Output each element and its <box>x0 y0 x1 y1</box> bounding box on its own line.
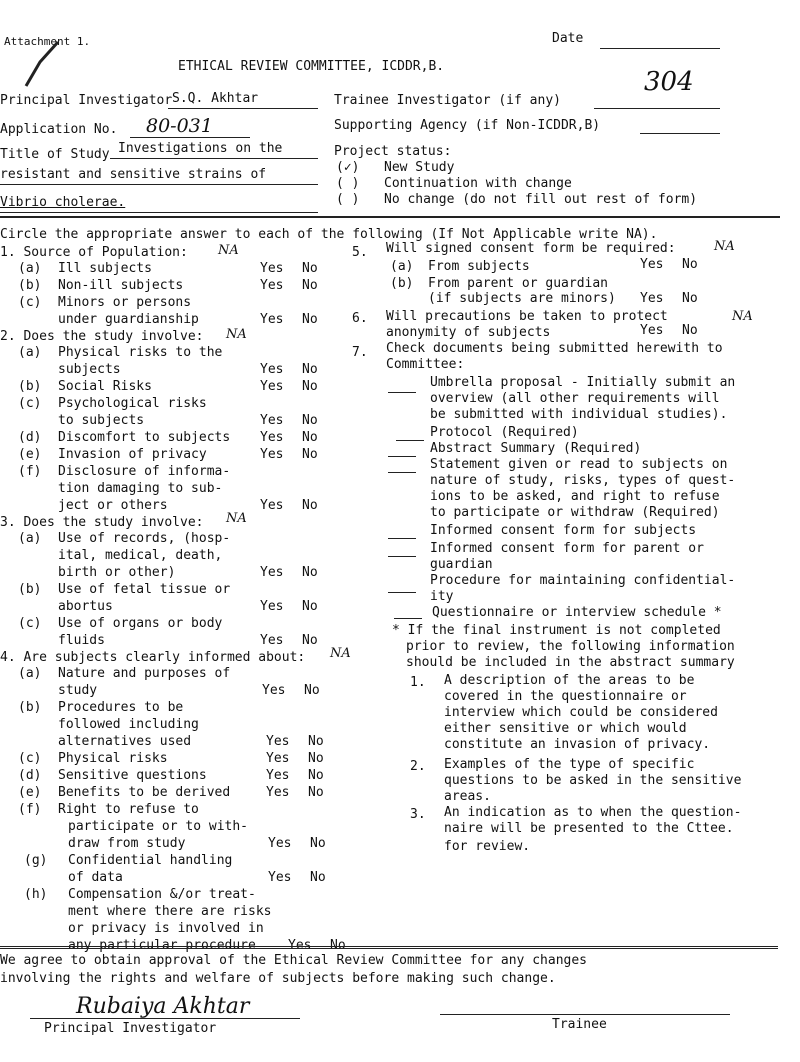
form-title: ETHICAL REVIEW COMMITTEE, ICDDR,B. <box>178 59 445 74</box>
attachment-label: Attachment 1. <box>4 35 91 48</box>
q2c-yes[interactable]: Yes <box>260 413 284 428</box>
status-new-study: New Study <box>384 160 455 175</box>
application-line <box>130 137 250 138</box>
status-no-change-mark[interactable]: ( ) <box>336 192 360 207</box>
q2f-yes[interactable]: Yes <box>260 498 284 513</box>
q1c-text-2: under guardianship <box>58 312 199 327</box>
note-item-1-text-5: constitute an invasion of privacy. <box>444 737 711 752</box>
q4c-no[interactable]: No <box>308 751 324 766</box>
note-text-3: should be included in the abstract summary <box>406 655 735 670</box>
trainee-label: Trainee Investigator (if any) <box>334 93 561 108</box>
q5-number: 5. <box>352 245 368 260</box>
q2b-letter: (b) <box>18 379 42 394</box>
date-line <box>600 48 720 49</box>
doc-statement-text-4: to participate or withdraw (Required) <box>430 505 720 520</box>
note-item-3-text-2: naire will be presented to the Cttee. <box>444 821 734 836</box>
q3c-no[interactable]: No <box>302 633 318 648</box>
q4b-yes[interactable]: Yes <box>266 734 290 749</box>
q4f-letter: (f) <box>18 802 42 817</box>
q5a-text: From subjects <box>428 259 530 274</box>
study-title-line-1: Investigations on the <box>118 141 283 156</box>
q4h-letter: (h) <box>24 887 48 902</box>
doc-abstract-text: Abstract Summary (Required) <box>430 441 642 456</box>
q2e-text: Invasion of privacy <box>58 447 207 462</box>
pi-value: S.Q. Akhtar <box>172 91 259 106</box>
q4a-text-2: study <box>58 683 98 698</box>
q4f-yes[interactable]: Yes <box>268 836 292 851</box>
note-item-3-text-3: for review. <box>444 839 531 854</box>
q2b-yes[interactable]: Yes <box>260 379 284 394</box>
q1b-text: Non-ill subjects <box>58 278 184 293</box>
trainee-line <box>594 108 720 109</box>
q5a-no[interactable]: No <box>682 257 698 272</box>
note-item-2-text-3: areas. <box>444 789 491 804</box>
note-item-1-text-2: covered in the questionnaire or <box>444 689 687 704</box>
q2f-text-3: ject or others <box>58 498 168 513</box>
q2f-no[interactable]: No <box>302 498 318 513</box>
q2d-letter: (d) <box>18 430 42 445</box>
pi-label: Principal Investigator <box>0 93 173 108</box>
q4g-yes[interactable]: Yes <box>268 870 292 885</box>
q5b-no[interactable]: No <box>682 291 698 306</box>
trainee-signature-line <box>440 1014 730 1015</box>
q4d-yes[interactable]: Yes <box>266 768 290 783</box>
pi-signature: Rubaiya Akhtar <box>76 994 250 1019</box>
q4b-text-2: followed including <box>58 717 199 732</box>
doc-statement-text-2: nature of study, risks, types of quest- <box>430 473 736 488</box>
q7-number: 7. <box>352 345 368 360</box>
application-label: Application No. <box>0 122 118 137</box>
q3b-no[interactable]: No <box>302 599 318 614</box>
instruction-text: Circle the appropriate answer to each of the following (If Not Applicable write NA). <box>0 227 658 242</box>
doc-confidentiality-text-1: Procedure for maintaining confidential- <box>430 573 736 588</box>
footer-divider <box>0 946 778 949</box>
q1c-no[interactable]: No <box>302 312 318 327</box>
q4d-letter: (d) <box>18 768 42 783</box>
pi-signature-label: Principal Investigator <box>44 1021 217 1036</box>
q3a-text-1: Use of records, (hosp- <box>58 531 231 546</box>
q4g-text-1: Confidential handling <box>68 853 233 868</box>
q4f-text-2: participate or to with- <box>68 819 249 834</box>
q4b-text-1: Procedures to be <box>58 700 184 715</box>
q4b-no[interactable]: No <box>308 734 324 749</box>
study-title-line-2: resistant and sensitive strains of <box>0 167 267 182</box>
q3a-yes[interactable]: Yes <box>260 565 284 580</box>
q4d-no[interactable]: No <box>308 768 324 783</box>
doc-confidentiality-text-2: ity <box>430 589 454 604</box>
title-underline-2 <box>0 184 318 185</box>
doc-protocol-checkbox[interactable] <box>396 440 424 441</box>
q1b-letter: (b) <box>18 278 42 293</box>
pi-signature-line <box>30 1018 300 1019</box>
q3a-text-3: birth or other) <box>58 565 176 580</box>
q4a-no[interactable]: No <box>304 683 320 698</box>
q1-na: NA <box>218 243 239 258</box>
q4a-yes[interactable]: Yes <box>262 683 286 698</box>
doc-consent-parent-checkbox[interactable] <box>388 556 416 557</box>
q3b-yes[interactable]: Yes <box>260 599 284 614</box>
agreement-text-2: involving the rights and welfare of subjects before making such change. <box>0 971 556 986</box>
q1a-letter: (a) <box>18 261 42 276</box>
q4g-no[interactable]: No <box>310 870 326 885</box>
q4a-text-1: Nature and purposes of <box>58 666 231 681</box>
q2d-no[interactable]: No <box>302 430 318 445</box>
q2d-yes[interactable]: Yes <box>260 430 284 445</box>
doc-umbrella-text-1: Umbrella proposal - Initially submit an <box>430 375 736 390</box>
q3b-text-2: abortus <box>58 599 113 614</box>
q5b-text-1: From parent or guardian <box>428 276 609 291</box>
q6-text-1: Will precautions be taken to protect <box>386 309 668 324</box>
q1a-yes[interactable]: Yes <box>260 261 284 276</box>
q2-na: NA <box>226 327 247 342</box>
q4c-text: Physical risks <box>58 751 168 766</box>
note-text-1: * If the final instrument is not completed <box>392 623 721 638</box>
q1a-no[interactable]: No <box>302 261 318 276</box>
q4f-no[interactable]: No <box>310 836 326 851</box>
q3c-text-2: fluids <box>58 633 105 648</box>
q4g-text-2: of data <box>68 870 123 885</box>
q2c-text-2: to subjects <box>58 413 145 428</box>
q2a-letter: (a) <box>18 345 42 360</box>
q4b-text-3: alternatives used <box>58 734 192 749</box>
q4e-yes[interactable]: Yes <box>266 785 290 800</box>
agreement-text-1: We agree to obtain approval of the Ethical Review Committee for any changes <box>0 953 587 968</box>
note-item-1-text-3: interview which could be considered <box>444 705 718 720</box>
q4c-letter: (c) <box>18 751 42 766</box>
q4-label: 4. Are subjects clearly informed about: <box>0 650 306 665</box>
doc-umbrella-text-3: be submitted with individual studies). <box>430 407 728 422</box>
q4h-text-2: ment where there are risks <box>68 904 272 919</box>
title-underline-3 <box>0 212 318 213</box>
q3c-letter: (c) <box>18 616 42 631</box>
handwritten-number: 304 <box>644 67 694 97</box>
q1-label: 1. Source of Population: <box>0 245 188 260</box>
status-no-change: No change (do not fill out rest of form) <box>384 192 698 207</box>
status-new-mark[interactable]: (✓) <box>336 160 360 175</box>
doc-umbrella-checkbox[interactable] <box>388 392 416 393</box>
note-item-3-number: 3. <box>410 807 426 822</box>
q4g-letter: (g) <box>24 853 48 868</box>
note-item-2-number: 2. <box>410 759 426 774</box>
q2e-yes[interactable]: Yes <box>260 447 284 462</box>
q2e-no[interactable]: No <box>302 447 318 462</box>
q2-label: 2. Does the study involve: <box>0 329 204 344</box>
q4c-yes[interactable]: Yes <box>266 751 290 766</box>
pi-line <box>168 108 318 109</box>
q4d-text: Sensitive questions <box>58 768 207 783</box>
note-item-3-text-1: An indication as to when the question- <box>444 805 742 820</box>
agency-line <box>640 133 720 134</box>
q5-text: Will signed consent form be required: <box>386 241 676 256</box>
q6-number: 6. <box>352 311 368 326</box>
q2a-text-1: Physical risks to the <box>58 345 223 360</box>
q4f-text-1: Right to refuse to <box>58 802 199 817</box>
note-item-1-text-1: A description of the areas to be <box>444 673 695 688</box>
q4f-text-3: draw from study <box>68 836 186 851</box>
q6-na: NA <box>732 309 753 324</box>
q2d-text: Discomfort to subjects <box>58 430 231 445</box>
q2c-letter: (c) <box>18 396 42 411</box>
title-label: Title of Study <box>0 147 110 162</box>
q7-text-1: Check documents being submitted herewith to <box>386 341 723 356</box>
doc-statement-text-3: ions to be asked, and right to refuse <box>430 489 720 504</box>
doc-questionnaire-checkbox[interactable] <box>394 618 422 619</box>
q2e-letter: (e) <box>18 447 42 462</box>
q2f-text-2: tion damaging to sub- <box>58 481 223 496</box>
q1c-yes[interactable]: Yes <box>260 312 284 327</box>
q4a-letter: (a) <box>18 666 42 681</box>
note-item-2-text-2: questions to be asked in the sensitive <box>444 773 742 788</box>
q1c-letter: (c) <box>18 295 42 310</box>
q1b-yes[interactable]: Yes <box>260 278 284 293</box>
doc-statement-text-1: Statement given or read to subjects on <box>430 457 728 472</box>
q2b-no[interactable]: No <box>302 379 318 394</box>
q4-na: NA <box>330 646 351 661</box>
q2a-text-2: subjects <box>58 362 121 377</box>
q4h-text-1: Compensation &/or treat- <box>68 887 256 902</box>
q4b-letter: (b) <box>18 700 42 715</box>
q6-yes[interactable]: Yes <box>640 323 664 338</box>
note-item-1-number: 1. <box>410 675 426 690</box>
doc-umbrella-text-2: overview (all other requirements will <box>430 391 720 406</box>
q3c-text-1: Use of organs or body <box>58 616 223 631</box>
q5-na: NA <box>714 239 735 254</box>
q6-text-2: anonymity of subjects <box>386 325 551 340</box>
q3-label: 3. Does the study involve: <box>0 515 204 530</box>
date-label: Date <box>552 31 584 46</box>
q5a-yes[interactable]: Yes <box>640 257 664 272</box>
q2c-text-1: Psychological risks <box>58 396 207 411</box>
q5b-yes[interactable]: Yes <box>640 291 664 306</box>
q3a-no[interactable]: No <box>302 565 318 580</box>
title-underline-1 <box>110 158 318 159</box>
doc-confidentiality-checkbox[interactable] <box>388 592 416 593</box>
q2c-no[interactable]: No <box>302 413 318 428</box>
q3c-yes[interactable]: Yes <box>260 633 284 648</box>
header-divider <box>0 216 780 218</box>
q4h-text-4: any particular procedure <box>68 938 256 953</box>
project-status-label: Project status: <box>334 144 452 159</box>
note-item-1-text-4: either sensitive or which would <box>444 721 687 736</box>
application-value: 80-031 <box>146 115 213 137</box>
q2f-letter: (f) <box>18 464 42 479</box>
note-text-2: prior to review, the following information <box>406 639 735 654</box>
q4h-text-3: or privacy is involved in <box>68 921 264 936</box>
doc-protocol-text: Protocol (Required) <box>430 425 579 440</box>
q1a-text: Ill subjects <box>58 261 152 276</box>
q4e-no[interactable]: No <box>308 785 324 800</box>
q3b-text-1: Use of fetal tissue or <box>58 582 231 597</box>
q4e-letter: (e) <box>18 785 42 800</box>
checkmark-scribble-icon <box>22 40 62 90</box>
q5b-text-2: (if subjects are minors) <box>428 291 616 306</box>
q3b-letter: (b) <box>18 582 42 597</box>
q6-no[interactable]: No <box>682 323 698 338</box>
doc-consent-subjects-text: Informed consent form for subjects <box>430 523 697 538</box>
q4e-text: Benefits to be derived <box>58 785 231 800</box>
note-item-2-text-1: Examples of the type of specific <box>444 757 695 772</box>
doc-consent-subjects-checkbox[interactable] <box>388 538 416 539</box>
q5b-letter: (b) <box>390 276 414 291</box>
doc-statement-checkbox[interactable] <box>388 472 416 473</box>
agency-label: Supporting Agency (if Non-ICDDR,B) <box>334 118 601 133</box>
q1b-no[interactable]: No <box>302 278 318 293</box>
q4h-yes[interactable]: Yes <box>288 938 312 953</box>
study-title-line-3: Vibrio cholerae. <box>0 195 126 210</box>
q7-text-2: Committee: <box>386 357 465 372</box>
q1c-text-1: Minors or persons <box>58 295 192 310</box>
q2a-no[interactable]: No <box>302 362 318 377</box>
status-continuation-mark[interactable]: ( ) <box>336 176 360 191</box>
q2f-text-1: Disclosure of informa- <box>58 464 231 479</box>
doc-questionnaire-text: Questionnaire or interview schedule * <box>432 605 722 620</box>
q2b-text: Social Risks <box>58 379 152 394</box>
q2a-yes[interactable]: Yes <box>260 362 284 377</box>
doc-consent-parent-text-2: guardian <box>430 557 493 572</box>
q3a-letter: (a) <box>18 531 42 546</box>
q4h-no[interactable]: No <box>330 938 346 953</box>
q3a-text-2: ital, medical, death, <box>58 548 223 563</box>
trainee-signature-label: Trainee <box>552 1017 607 1032</box>
doc-abstract-checkbox[interactable] <box>388 456 416 457</box>
doc-consent-parent-text-1: Informed consent form for parent or <box>430 541 704 556</box>
status-continuation: Continuation with change <box>384 176 572 191</box>
q5a-letter: (a) <box>390 259 414 274</box>
q3-na: NA <box>226 511 247 526</box>
